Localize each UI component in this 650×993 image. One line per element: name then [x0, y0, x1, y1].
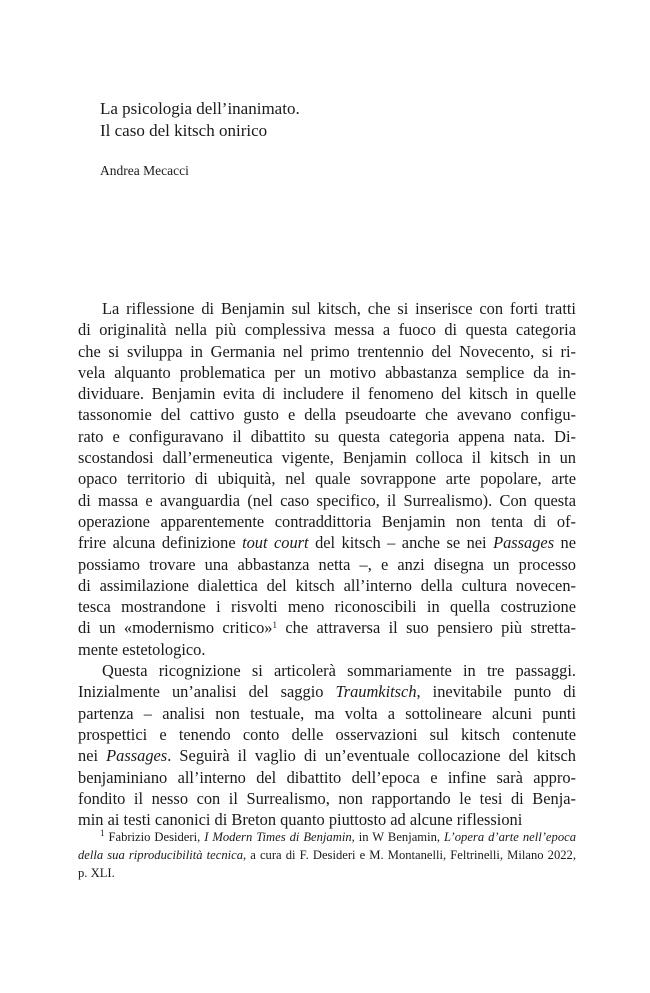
text-segment: di originalità nella più complessiva messa a fuoco di questa categoria [78, 320, 576, 340]
text-line [78, 511, 576, 532]
text-line [78, 745, 576, 766]
text-segment: fondito il nesso con il Surrealismo, non rapportando le tesi di Benja- [78, 788, 576, 808]
footnote-text: Fabrizio Desideri, [104, 830, 205, 844]
footnote-title: I Modern Times di Benjamin [204, 830, 352, 844]
text-segment: Inizialmente un’analisi del saggio [78, 682, 336, 702]
italic-title: Traumkitsch [335, 682, 417, 702]
text-line [78, 404, 576, 425]
footnote-text: , a cura di F. Desideri e M. Montanelli, Feltrinelli, Milano 2022, [243, 848, 576, 862]
footnote-number: 1 [100, 828, 105, 838]
text-segment: frire alcuna definizione [78, 533, 243, 553]
text-segment: dividuare. Benjamin evita di includere il fenomeno del kitsch in quelle [78, 384, 576, 404]
text-line [78, 703, 576, 724]
body-text [78, 298, 576, 830]
text-line [78, 639, 576, 660]
text-line [78, 660, 576, 681]
text-segment: min ai testi canonici di Breton quanto piuttosto ad alcune riflessioni [78, 810, 523, 830]
text-line [78, 788, 576, 809]
footnote-line-3: p. XLI. [78, 866, 115, 880]
article-author: Andrea Mecacci [100, 163, 189, 178]
text-line [78, 447, 576, 468]
text-segment: rato e configuravano il dibattito su questa categoria appena nata. Di- [78, 426, 576, 446]
text-segment: mente estetologico. [78, 639, 206, 659]
text-segment: . Seguirà il vaglio di un’eventuale collocazione del kitsch [167, 746, 576, 766]
text-segment: prospettici e tenendo conto delle osservazioni sul kitsch contenute [78, 724, 576, 744]
article-title-line-2: Il caso del kitsch onirico [100, 121, 268, 140]
footnote-ref: 1 [272, 620, 277, 631]
paragraph-2 [78, 660, 576, 830]
text-line [78, 490, 576, 511]
article-title-line-1: La psicologia dell’inanimato. [100, 99, 300, 118]
text-segment: , inevitabile punto di [416, 682, 576, 702]
text-segment: che attraversa il suo pensiero più stretta- [277, 618, 576, 638]
footnote-text: , in W Benjamin, [351, 830, 445, 844]
article-header [100, 98, 580, 142]
text-line [78, 596, 576, 617]
text-line [78, 767, 576, 788]
text-line [78, 319, 576, 340]
text-segment: possiamo trovare una abbastanza netta –, e anzi disegna un processo [78, 554, 576, 574]
text-segment: tassonomie del cattivo gusto e della pseudoarte che avevano configu- [78, 405, 576, 425]
text-segment: La riflessione di Benjamin sul kitsch, che si inserisce con forti tratti [102, 299, 576, 318]
text-line [78, 468, 576, 489]
text-segment: di assimilazione dialettica del kitsch all’interno della cultura novecen- [78, 575, 576, 595]
italic-title: tout court [242, 533, 309, 553]
text-segment: scostandosi dall’ermeneutica vigente, Benjamin colloca il kitsch in un [78, 448, 576, 468]
text-line [78, 554, 576, 575]
footnote-line-2 [78, 846, 576, 864]
text-segment: vela alquanto problematica per un motivo abbastanza semplice da in- [78, 362, 576, 382]
text-line [78, 426, 576, 447]
text-line [78, 532, 576, 553]
text-line [78, 341, 576, 362]
text-segment: Questa ricognizione si articolerà sommariamente in tre passaggi. [102, 661, 576, 681]
text-segment: ne [554, 533, 577, 553]
text-segment: di massa e avanguardia (nel caso specifico, il Surrealismo). Con questa [78, 490, 576, 510]
text-line [78, 575, 576, 596]
text-segment: del kitsch – anche se nei [308, 533, 494, 553]
italic-title: Passages [106, 746, 168, 766]
text-line [78, 383, 576, 404]
footnote-1 [78, 828, 576, 882]
text-line [78, 724, 576, 745]
text-line [78, 362, 576, 383]
text-segment: nei [78, 746, 107, 766]
text-line [78, 681, 576, 702]
text-segment: tesca mostrandone i risvolti meno riconoscibili in quella costruzione [78, 597, 576, 617]
italic-title: Passages [493, 533, 555, 553]
text-segment: opaco territorio di ubiquità, nel quale sovrappone arte popolare, arte [78, 469, 576, 489]
text-line [78, 617, 576, 638]
text-segment: partenza – analisi non testuale, ma volta a sottolineare alcuni punti [78, 703, 576, 723]
footnote-title: L’opera d’arte nell’epoca [444, 830, 576, 844]
footnote-line-1 [78, 828, 576, 846]
text-segment: operazione apparentemente contraddittoria Benjamin non tenta di of- [78, 511, 576, 531]
paragraph-1 [78, 298, 576, 660]
text-line [78, 298, 576, 319]
text-segment: benjaminiano all’interno del dibattito dell’epoca e infine sarà appro- [78, 767, 576, 787]
footnote-title: della sua riproducibilità tecnica [78, 848, 244, 862]
text-segment: che si sviluppa in Germania nel primo trentennio del Novecento, si ri- [78, 341, 576, 361]
text-segment: di un «modernismo critico» [78, 618, 273, 638]
